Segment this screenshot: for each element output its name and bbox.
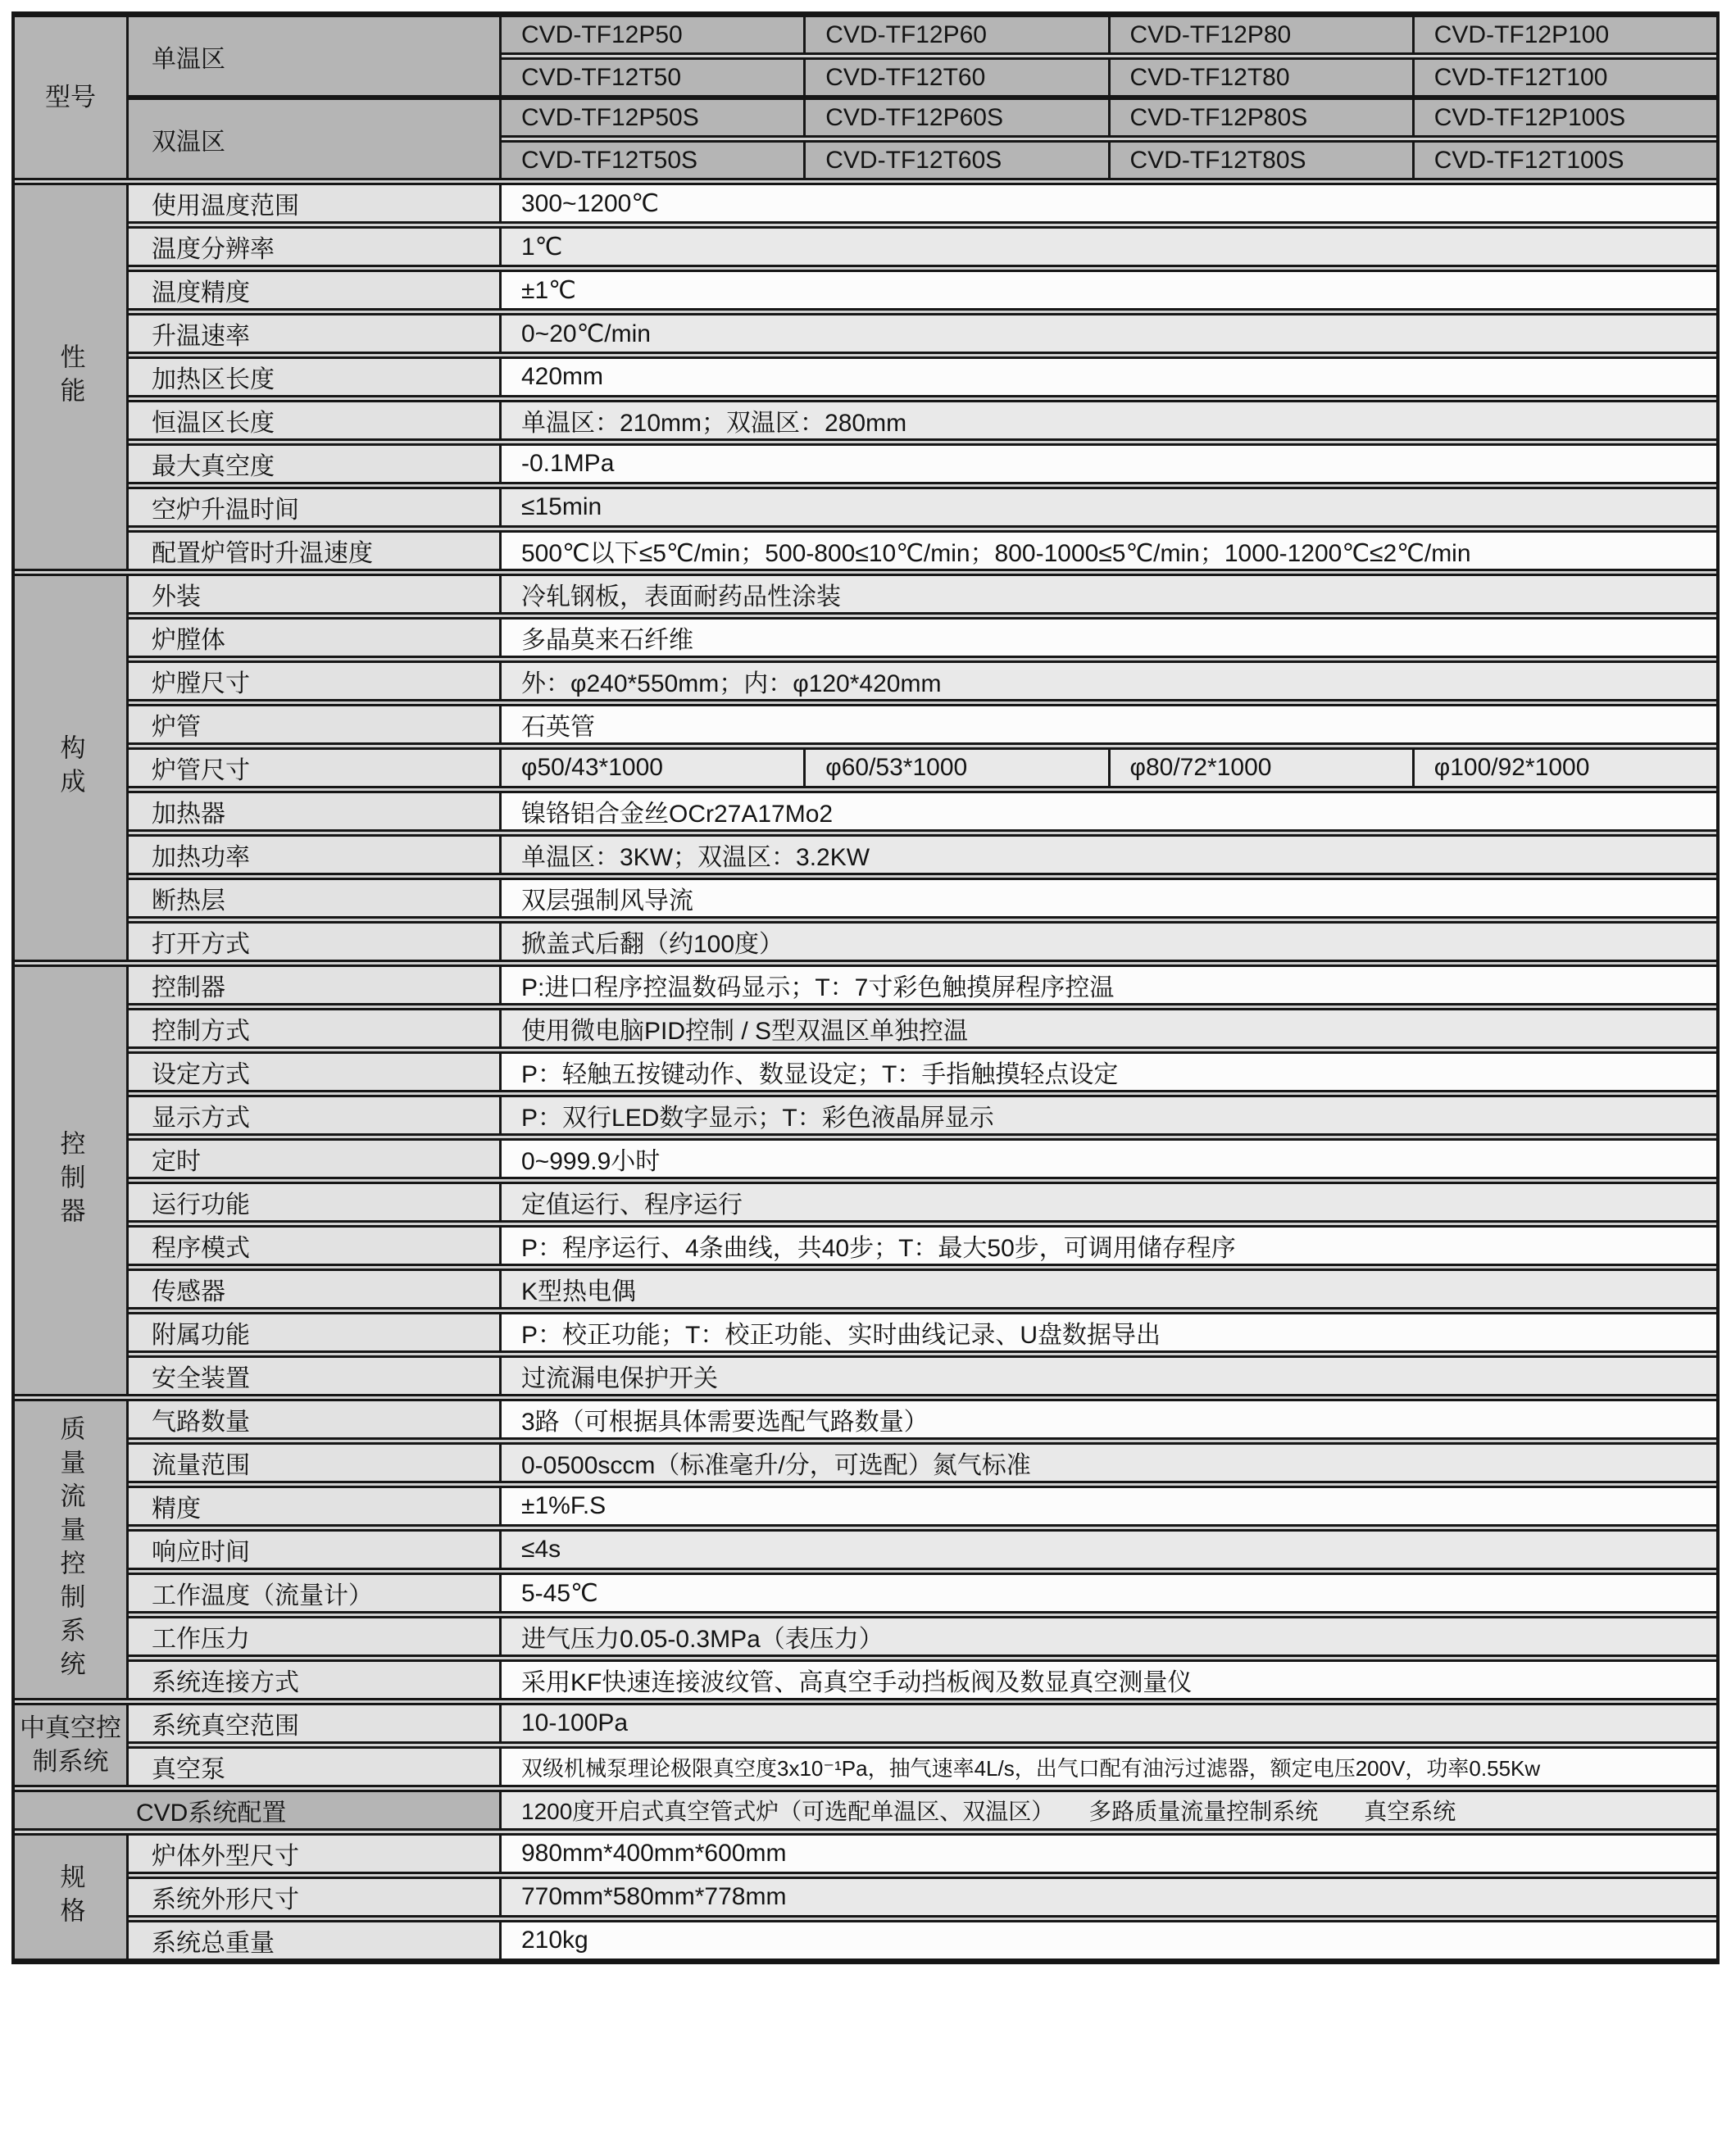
row-value: 0-0500sccm（标准毫升/分，可选配）氮气标准 [502, 1445, 1716, 1481]
row-value: 0~999.9小时 [502, 1141, 1716, 1177]
row-value: 500℃以下≤5℃/min；500-800≤10℃/min；800-1000≤5℃/min；1000-1200℃≤2℃/min [502, 533, 1716, 569]
row-value: P：双行LED数字显示；T：彩色液晶屏显示 [502, 1097, 1716, 1133]
row-value: P：程序运行、4条曲线，共40步；T：最大50步，可调用储存程序 [502, 1228, 1716, 1264]
spec-row [129, 1529, 1716, 1570]
spec-row [129, 747, 1716, 788]
group-label: 型号 [45, 82, 96, 111]
row-value: φ60/53*1000 [803, 750, 1107, 786]
spec-section [15, 574, 1716, 962]
row-label: 加热区长度 [129, 359, 502, 395]
row-value: φ50/43*1000 [502, 750, 803, 786]
section-rows [126, 1399, 1716, 1700]
model-row [502, 98, 1716, 138]
row-value: 210kg [502, 1922, 1716, 1959]
spec-row [129, 1355, 1716, 1396]
section-rows [126, 574, 1716, 962]
row-label: 响应时间 [129, 1532, 502, 1568]
row-value: 外：φ240*550mm；内：φ120*420mm [502, 663, 1716, 699]
spec-row [129, 1616, 1716, 1657]
row-value: ≤15min [502, 489, 1716, 525]
model-subgroup [129, 98, 1716, 180]
spec-row [129, 1312, 1716, 1353]
row-label: 精度 [129, 1488, 502, 1524]
group-cell [15, 574, 126, 962]
row-label: 断热层 [129, 880, 502, 916]
model-row [502, 140, 1716, 180]
row-value: 770mm*580mm*778mm [502, 1879, 1716, 1915]
cvd-config-section [15, 1790, 1716, 1831]
row-value: φ100/92*1000 [1412, 750, 1716, 786]
row-label: 最大真空度 [129, 446, 502, 482]
row-value: ±1℃ [502, 272, 1716, 308]
spec-row [129, 965, 1716, 1005]
row-value: P：轻触五按键动作、数显设定；T：手指触摸轻点设定 [502, 1054, 1716, 1090]
row-value: -0.1MPa [502, 446, 1716, 482]
row-label: 气路数量 [129, 1401, 502, 1437]
row-value: 镍铬铝合金丝OCr27A17Mo2 [502, 793, 1716, 829]
group-label: 性能 [56, 343, 85, 411]
row-label: 配置炉管时升温速度 [129, 533, 502, 569]
spec-row [129, 921, 1716, 962]
spec-row [129, 1920, 1716, 1961]
model-cell: CVD-TF12P80 [1108, 17, 1412, 52]
row-value: K型热电偶 [502, 1271, 1716, 1307]
model-cell: CVD-TF12T50 [502, 60, 803, 95]
row-value: 定值运行、程序运行 [502, 1184, 1716, 1220]
row-label: 系统外形尺寸 [129, 1879, 502, 1915]
spec-section [15, 965, 1716, 1396]
spec-row [129, 1095, 1716, 1136]
row-label: 系统真空范围 [129, 1705, 502, 1741]
group-label: 规格 [56, 1863, 85, 1931]
model-cell: CVD-TF12P50S [502, 100, 803, 135]
group-label: 中真空控制系统 [20, 1713, 121, 1776]
row-label: 附属功能 [129, 1314, 502, 1350]
row-label: 传感器 [129, 1271, 502, 1307]
row-label: 流量范围 [129, 1445, 502, 1481]
row-value: ±1%F.S [502, 1488, 1716, 1524]
group-label: 控制器 [56, 1130, 85, 1231]
group-cell [15, 1833, 126, 1961]
spec-row [129, 1486, 1716, 1527]
spec-row [129, 574, 1716, 615]
group-label: 质量流量控制系统 [56, 1415, 85, 1684]
model-rows [502, 98, 1716, 180]
row-label: 温度精度 [129, 272, 502, 308]
row-value: 石英管 [502, 706, 1716, 742]
row-value: 10-100Pa [502, 1705, 1716, 1741]
section-rows [126, 1703, 1716, 1787]
spec-row [129, 443, 1716, 484]
spec-row [129, 1399, 1716, 1440]
row-label: 加热器 [129, 793, 502, 829]
row-label: 炉膛体 [129, 620, 502, 656]
row-value: 采用KF快速连接波纹管、高真空手动挡板阀及数显真空测量仪 [502, 1662, 1716, 1698]
row-label: 温度分辨率 [129, 229, 502, 265]
model-section [15, 15, 1716, 180]
row-value: φ80/72*1000 [1108, 750, 1412, 786]
row-value: ≤4s [502, 1532, 1716, 1568]
spec-row [129, 183, 1716, 224]
model-cell: CVD-TF12P50 [502, 17, 803, 52]
spec-row [129, 660, 1716, 701]
spec-row [129, 400, 1716, 441]
model-cell: CVD-TF12P100 [1412, 17, 1716, 52]
row-label: 设定方式 [129, 1054, 502, 1090]
spec-row [129, 530, 1716, 571]
row-value: P:进口程序控温数码显示；T：7寸彩色触摸屏程序控温 [502, 967, 1716, 1003]
row-label: 定时 [129, 1141, 502, 1177]
row-label: 控制方式 [129, 1010, 502, 1046]
spec-row [129, 1442, 1716, 1483]
row-value: 300~1200℃ [502, 185, 1716, 221]
spec-section [15, 183, 1716, 571]
group-label: 构成 [56, 734, 85, 801]
row-value: 0~20℃/min [502, 315, 1716, 352]
row-label: 空炉升温时间 [129, 489, 502, 525]
row-label: 系统总重量 [129, 1922, 502, 1959]
row-value: 双层强制风导流 [502, 880, 1716, 916]
row-value: 420mm [502, 359, 1716, 395]
spec-row [129, 1833, 1716, 1874]
spec-row [129, 356, 1716, 397]
row-label: 显示方式 [129, 1097, 502, 1133]
model-cell: CVD-TF12P100S [1412, 100, 1716, 135]
row-label: 控制器 [129, 967, 502, 1003]
spec-row [129, 1138, 1716, 1179]
row-value: 3路（可根据具体需要选配气路数量） [502, 1401, 1716, 1437]
row-label: 炉膛尺寸 [129, 663, 502, 699]
row-label: 炉管尺寸 [129, 750, 502, 786]
row-value: 过流漏电保护开关 [502, 1358, 1716, 1394]
spec-row [129, 1051, 1716, 1092]
row-label: 运行功能 [129, 1184, 502, 1220]
model-cell: CVD-TF12P60 [803, 17, 1107, 52]
model-cell: CVD-TF12T80S [1108, 143, 1412, 178]
model-cell: CVD-TF12P80S [1108, 100, 1412, 135]
model-cell: CVD-TF12P60S [803, 100, 1107, 135]
spec-row [129, 791, 1716, 832]
spec-row [129, 270, 1716, 311]
model-cell: CVD-TF12T80 [1108, 60, 1412, 95]
model-cell: CVD-TF12T100S [1412, 143, 1716, 178]
group-cell [15, 1703, 126, 1787]
spec-row [129, 1703, 1716, 1744]
spec-row [129, 1269, 1716, 1309]
model-rows-area [126, 15, 1716, 180]
row-value: 1℃ [502, 229, 1716, 265]
spec-row [129, 313, 1716, 354]
row-value: 980mm*400mm*600mm [502, 1836, 1716, 1872]
row-label: 工作温度（流量计） [129, 1575, 502, 1611]
row-value: 单温区：210mm；双温区：280mm [502, 402, 1716, 438]
section-rows [126, 183, 1716, 571]
subgroup-label: 双温区 [129, 98, 502, 180]
row-value: 单温区：3KW；双温区：3.2KW [502, 837, 1716, 873]
row-label: 恒温区长度 [129, 402, 502, 438]
model-subgroup [129, 15, 1716, 98]
row-value: 冷轧钢板，表面耐药品性涂装 [502, 576, 1716, 612]
row-label: 打开方式 [129, 924, 502, 960]
row-label: 使用温度范围 [129, 185, 502, 221]
row-label: 安全装置 [129, 1358, 502, 1394]
row-label: 炉管 [129, 706, 502, 742]
row-value: P：校正功能；T：校正功能、实时曲线记录、U盘数据导出 [502, 1314, 1716, 1350]
spec-row [129, 226, 1716, 267]
spec-row [129, 834, 1716, 875]
spec-row [129, 617, 1716, 658]
row-label: 程序模式 [129, 1228, 502, 1264]
group-cell-model [15, 15, 126, 180]
row-value: 双级机械泵理论极限真空度3x10⁻¹Pa，抽气速率4L/s，出气口配有油污过滤器，额定电压200V，功率0.55Kw [502, 1749, 1716, 1785]
spec-row [129, 1573, 1716, 1614]
model-cell: CVD-TF12T50S [502, 143, 803, 178]
subgroup-label: 单温区 [129, 15, 502, 98]
row-label: 加热功率 [129, 837, 502, 873]
group-cell [15, 1399, 126, 1700]
spec-row [129, 1659, 1716, 1700]
spec-row [129, 1225, 1716, 1266]
spec-section [15, 1833, 1716, 1961]
spec-row [129, 1008, 1716, 1049]
spec-row [129, 487, 1716, 528]
model-cell: CVD-TF12T100 [1412, 60, 1716, 95]
row-value: 5-45℃ [502, 1575, 1716, 1611]
model-cell: CVD-TF12T60 [803, 60, 1107, 95]
cvd-config-label: CVD系统配置 [15, 1792, 502, 1828]
row-label: 系统连接方式 [129, 1662, 502, 1698]
model-row [502, 15, 1716, 55]
spec-row [129, 1182, 1716, 1223]
row-value: 进气压力0.05-0.3MPa（表压力） [502, 1618, 1716, 1654]
section-rows [126, 1833, 1716, 1961]
row-label: 外装 [129, 576, 502, 612]
cvd-config-value: 1200度开启式真空管式炉（可选配单温区、双温区） 多路质量流量控制系统 真空系统 [502, 1792, 1716, 1828]
product-spec-table [11, 11, 1720, 1964]
model-cell: CVD-TF12T60S [803, 143, 1107, 178]
cvd-config-row [15, 1790, 1716, 1831]
row-label: 工作压力 [129, 1618, 502, 1654]
spec-row [129, 878, 1716, 919]
row-label: 炉体外型尺寸 [129, 1836, 502, 1872]
spec-section [15, 1399, 1716, 1700]
model-row [502, 57, 1716, 98]
section-rows [126, 965, 1716, 1396]
spec-row [129, 1746, 1716, 1787]
row-value: 使用微电脑PID控制 / S型双温区单独控温 [502, 1010, 1716, 1046]
row-label: 真空泵 [129, 1749, 502, 1785]
row-value: 多晶莫来石纤维 [502, 620, 1716, 656]
spec-row [129, 1877, 1716, 1918]
spec-row [129, 704, 1716, 745]
group-cell [15, 183, 126, 571]
spec-section [15, 1703, 1716, 1787]
model-rows [502, 15, 1716, 98]
group-cell [15, 965, 126, 1396]
row-label: 升温速率 [129, 315, 502, 352]
row-value: 掀盖式后翻（约100度） [502, 924, 1716, 960]
